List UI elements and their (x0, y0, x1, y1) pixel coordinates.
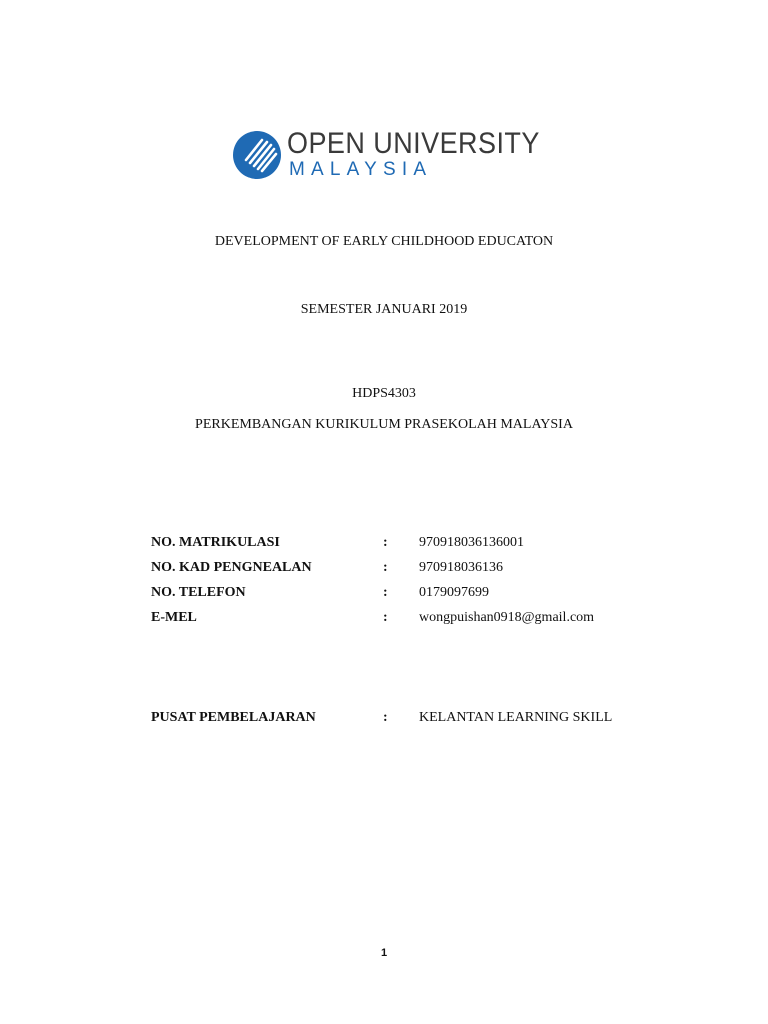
info-label: NO. TELEFON (151, 585, 246, 600)
university-logo (232, 126, 542, 184)
info-label: PUSAT PEMBELAJARAN (151, 710, 316, 725)
info-value: 970918036136 (419, 560, 503, 575)
info-value: wongpuishan0918@gmail.com (419, 610, 595, 625)
info-colon: : (383, 585, 388, 600)
course-code: HDPS4303 (352, 386, 416, 401)
info-value: 970918036136001 (419, 535, 524, 550)
info-row-pusat-pembelajaran (151, 709, 651, 727)
info-label: NO. MATRIKULASI (151, 535, 280, 550)
logo-text-open-university: OPEN UNIVERSITY (287, 127, 540, 160)
info-row-kad-pengenalan (151, 559, 651, 577)
info-row-telefon (151, 584, 651, 602)
semester-text: SEMESTER JANUARI 2019 (300, 302, 468, 317)
info-label: E-MEL (151, 610, 197, 625)
info-colon: : (383, 610, 388, 625)
oum-globe-logo-icon (232, 130, 282, 180)
course-name: PERKEMBANGAN KURIKULUM PRASEKOLAH MALAYSIA (195, 417, 573, 432)
info-row-matrikulasi (151, 534, 651, 552)
info-row-emel (151, 609, 651, 627)
info-label: NO. KAD PENGNEALAN (151, 560, 312, 575)
document-title: DEVELOPMENT OF EARLY CHILDHOOD EDUCATON (214, 234, 554, 249)
info-value: KELANTAN LEARNING SKILL (419, 710, 613, 725)
page-number: 1 (380, 947, 388, 959)
info-colon: : (383, 560, 388, 575)
logo-text-malaysia: MALAYSIA (289, 159, 433, 180)
info-colon: : (383, 535, 388, 550)
info-value: 0179097699 (419, 585, 489, 600)
info-colon: : (383, 710, 388, 725)
